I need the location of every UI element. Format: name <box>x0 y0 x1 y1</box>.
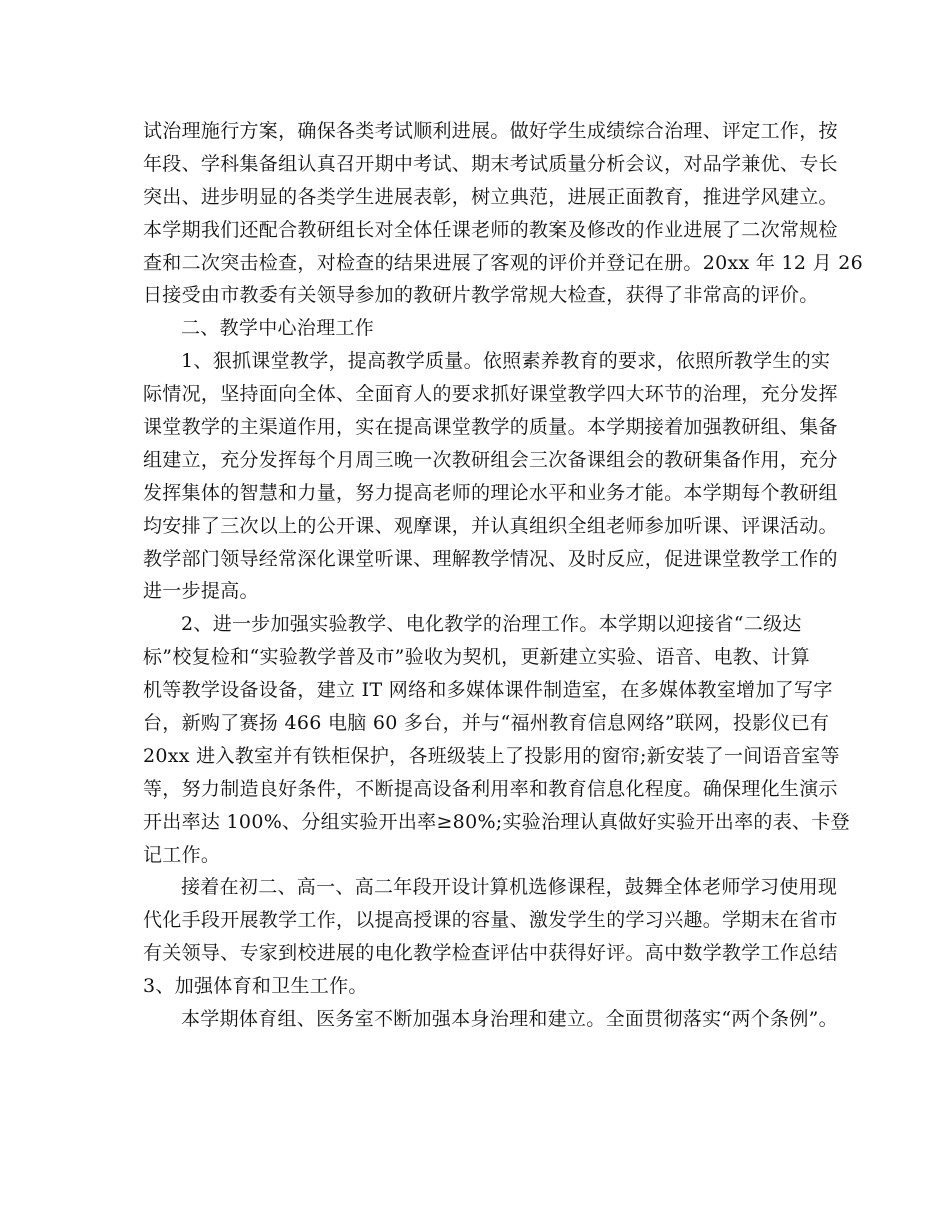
text-line: 教学部门领导经常深化课堂听课、理解教学情况、及时反应，促进课堂教学工作的 <box>143 547 838 570</box>
text-line: 课堂教学的主渠道作用，实在提高课堂教学的质量。本学期接着加强教研组、集备 <box>143 416 838 439</box>
text-line: 等，努力制造良好条件，不断提高设备利用率和教育信息化程度。确保理化生演示 <box>143 777 838 800</box>
text-line: 有关领导、专家到校进展的电化教学检查评估中获得好评。高中数学教学工作总结 <box>143 942 838 965</box>
text-line: 际情况，坚持面向全体、全面育人的要求抓好课堂教学四大环节的治理，充分发挥 <box>143 383 838 406</box>
text-line: 机等教学设备设备，建立 IT 网络和多媒体课件制造室，在多媒体教室增加了写字 <box>143 679 833 702</box>
text-line: 标”校复检和“实验教学普及市”验收为契机，更新建立实验、语音、电教、计算 <box>143 646 810 669</box>
text-line: 查和二次突击检查，对检查的结果进展了客观的评价并登记在册。20xx 年 12 月 26 <box>143 251 864 274</box>
text-line: 开出率达 100%、分组实验开出率≥80%;实验治理认真做好实验开出率的表、卡登 <box>143 810 850 833</box>
text-line: 本学期体育组、医务室不断加强本身治理和建立。全面贯彻落实“两个条例”。 <box>181 1008 838 1031</box>
text-line: 20xx 进入教室并有铁柜保护，各班级装上了投影用的窗帘;新安装了一间语音室等 <box>143 744 840 767</box>
text-line: 进一步提高。 <box>143 580 259 603</box>
text-line: 记工作。 <box>143 843 221 866</box>
text-line: 试治理施行方案，确保各类考试顺利进展。做好学生成绩综合治理、评定工作，按 <box>143 120 838 142</box>
text-line: 台，新购了赛扬 466 电脑 60 多台，并与“福州教育信息网络”联网，投影仪已有 <box>143 712 830 735</box>
text-line: 突出、进步明显的各类学生进展表彰，树立典范，进展正面教育，推进学风建立。 <box>143 185 838 208</box>
text-line: 3、加强体育和卫生工作。 <box>143 975 368 998</box>
text-line: 均安排了三次以上的公开课、观摩课，并认真组织全组老师参加听课、评课活动。 <box>143 514 838 537</box>
text-line: 发挥集体的智慧和力量，努力提高老师的理论水平和业务才能。本学期每个教研组 <box>143 481 838 504</box>
text-line: 年段、学科集备组认真召开期中考试、期末考试质量分析会议，对品学兼优、专长 <box>143 152 838 175</box>
document-body <box>143 115 864 1036</box>
text-line: 2、进一步加强实验教学、电化教学的治理工作。本学期以迎接省“二级达 <box>181 613 802 636</box>
text-line: 组建立，充分发挥每个月周三晚一次教研组会三次备课组会的教研集备作用，充分 <box>143 448 838 471</box>
text-line: 接着在初二、高一、高二年段开设计算机选修课程，鼓舞全体老师学习使用现 <box>181 876 838 899</box>
text-line: 代化手段开展教学工作，以提高授课的容量、激发学生的学习兴趣。学期末在省市 <box>143 909 838 932</box>
text-line: 1、狠抓课堂教学，提高教学质量。依照素养教育的要求，依照所教学生的实 <box>181 350 831 373</box>
text-line: 本学期我们还配合教研组长对全体任课老师的教案及修改的作业进展了二次常规检 <box>143 218 838 241</box>
text-line: 二、教学中心治理工作 <box>181 317 375 340</box>
text-line: 日接受由市教委有关领导参加的教研片教学常规大检查，获得了非常高的评价。 <box>143 284 819 307</box>
